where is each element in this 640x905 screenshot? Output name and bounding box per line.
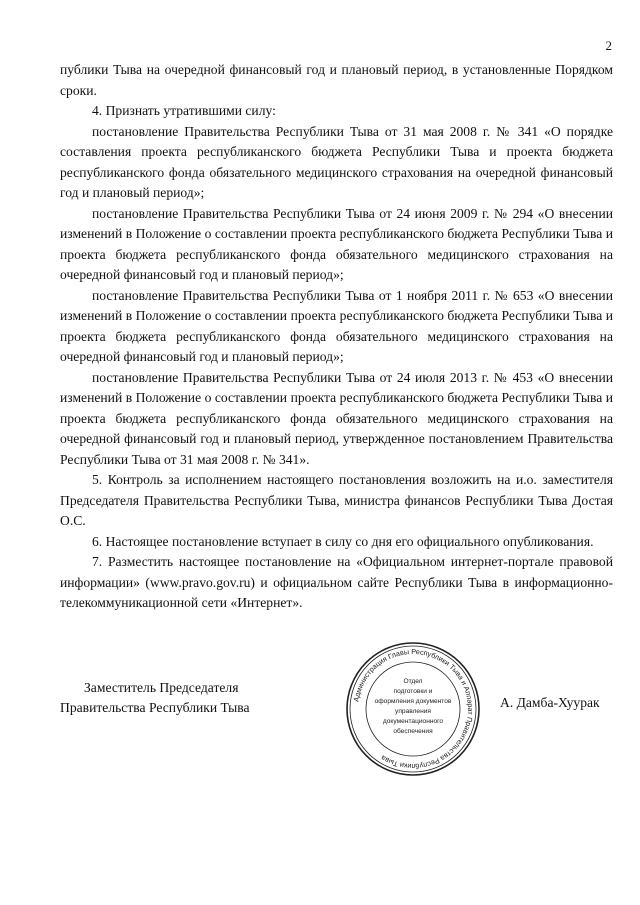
paragraph-item-7: 7. Разместить настоящее постановление на «Официальном интернет-портале правовой информации» (www.pravo.gov.ru) и официальном сайте Республики Тыва в информационно-телекоммуникационной сети «Интернет». (60, 554, 613, 610)
stamp-center-line-2: подготовки и (393, 688, 433, 695)
signatory-title-line-2: Правительства Республики Тыва (60, 700, 250, 715)
stamp-center-line-6: обеспечения (393, 728, 433, 735)
paragraph-resolution-294: постановление Правительства Республики Тыва от 24 июня 2009 г. № 294 «О внесении изменений в Положение о составлении проекта республиканского бюджета Республики Тыва и проекта бюджета республиканского фонда обязательного медицинского страхования на очередной финансовый год и плановый период»; (60, 205, 613, 282)
paragraph-item-5: 5. Контроль за исполнением настоящего постановления возложить на и.о. заместителя Председателя Правительства Республики Тыва, министра финансов Республики Тыва Достая О.С. (60, 472, 613, 528)
signatory-name: А. Дамба-Хуурак (500, 695, 600, 710)
stamp-center-line-3: оформления документов (374, 698, 452, 705)
official-stamp (344, 640, 482, 778)
signatory-title (60, 678, 250, 718)
stamp-ring-text: Администрация Главы Республики Тыва и Аппарат Правительства Республики Тыва (351, 646, 476, 772)
paragraph-resolution-653: постановление Правительства Республики Тыва от 1 ноября 2011 г. № 653 «О внесении изменений в Положение о составлении проекта республиканского бюджета Республики Тыва и проекта бюджета республиканского фонда обязательного медицинского страхования на очередной финансовый год и плановый период»; (60, 287, 613, 364)
paragraph-resolution-341: постановление Правительства Республики Тыва от 31 мая 2008 г. № 341 «О порядке составления проекта республиканского бюджета Республики Тыва и проекта бюджета республиканского фонда обязательного медицинского страхования на очередной финансовый год и плановый период»; (60, 123, 613, 200)
paragraph-continuation: публики Тыва на очередной финансовый год и плановый период, в установленные Порядком сроки. (60, 62, 613, 98)
page-number: 2 (605, 38, 612, 53)
paragraph-item-6: 6. Настоящее постановление вступает в силу со дня его официального опубликования. (92, 533, 594, 549)
stamp-center-line-5: документационного (382, 718, 444, 725)
stamp-center-line-4: управления (395, 708, 431, 715)
document-body (60, 60, 613, 614)
stamp-center-line-1: Отдел (403, 678, 423, 685)
paragraph-item-4: 4. Признать утратившими силу: (92, 103, 276, 118)
paragraph-resolution-453: постановление Правительства Республики Тыва от 24 июля 2013 г. № 453 «О внесении изменений в Положение о составлении проекта республиканского бюджета Республики Тыва и проекта бюджета республиканского фонда обязательного медицинского страхования на очередной финансовый год и плановый период, утвержденное постановлением Правительства Республики Тыва от 31 мая 2008 г. № 341». (60, 369, 613, 467)
signatory-title-line-1: Заместитель Председателя (84, 680, 239, 695)
